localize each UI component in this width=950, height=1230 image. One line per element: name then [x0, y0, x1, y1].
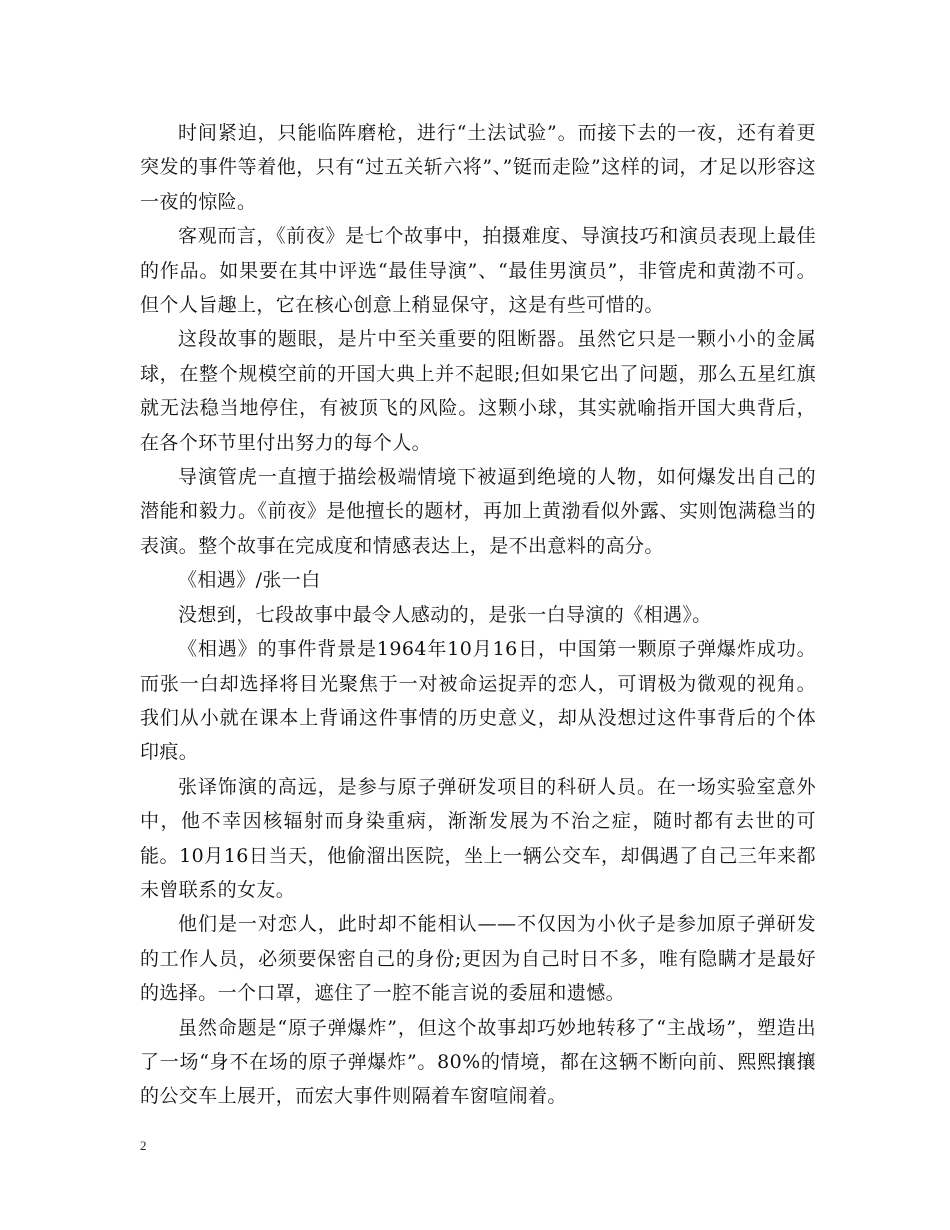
body-text [140, 116, 816, 1114]
paragraph: 这段故事的题眼，是片中至关重要的阻断器。虽然它只是一颗小小的金属球，在整个规模空前的开国大典上并不起眼;但如果它出了问题，那么五星红旗就无法稳当地停住，有被顶飞的风险。这颗小球，其实就喻指开国大典背后，在各个环节里付出努力的每个人。 [140, 328, 816, 454]
paragraph: 虽然命题是“原子弹爆炸”，但这个故事却巧妙地转移了“主战场”，塑造出了一场“身不在场的原子弹爆炸”。80%的情境，都在这辆不断向前、熙熙攘攘的公交车上展开，而宏大事件则隔着车窗喧闹着。 [140, 1016, 816, 1108]
paragraph: 他们是一对恋人，此时却不能相认——不仅因为小伙子是参加原子弹研发的工作人员，必须要保密自己的身份;更因为自己时日不多，唯有隐瞒才是最好的选择。一个口罩，遮住了一腔不能言说的委屈和遗憾。 [140, 913, 816, 1005]
paragraph: 没想到，七段故事中最令人感动的，是张一白导演的《相遇》。 [178, 603, 712, 626]
paragraph: 导演管虎一直擅于描绘极端情境下被逼到绝境的人物，如何爆发出自己的潜能和毅力。《前夜》是他擅长的题材，再加上黄渤看似外露、实则饱满稳当的表演。整个故事在完成度和情感表达上，是不出意料的高分。 [140, 466, 816, 557]
paragraph: 《相遇》的事件背景是1964年10月16日，中国第一颗原子弹爆炸成功。而张一白却选择将目光聚焦于一对被命运捉弄的恋人，可谓极为微观的视角。我们从小就在课本上背诵这件事情的历史意义，却从没想过这件事背后的个体印痕。 [140, 638, 816, 764]
section-heading: 《相遇》/张一白 [178, 569, 321, 592]
page-number: 2 [140, 1138, 147, 1153]
paragraph: 客观而言，《前夜》是七个故事中，拍摄难度、导演技巧和演员表现上最佳的作品。如果要在其中评选“最佳导演”、“最佳男演员”，非管虎和黄渤不可。但个人旨趣上，它在核心创意上稍显保守，这是有些可惜的。 [140, 225, 816, 317]
paragraph: 时间紧迫，只能临阵磨枪，进行“土法试验”。而接下去的一夜，还有着更突发的事件等着他，只有“过五关斩六将”、”铤而走险”这样的词，才足以形容这一夜的惊险。 [140, 122, 816, 213]
paragraph: 张译饰演的高远，是参与原子弹研发项目的科研人员。在一场实验室意外中，他不幸因核辐射而身染重病，渐渐发展为不治之症，随时都有去世的可能。10月16日当天，他偷溜出医院，坐上一辆公交车，却偶遇了自己三年来都未曾联系的女友。 [140, 775, 816, 901]
